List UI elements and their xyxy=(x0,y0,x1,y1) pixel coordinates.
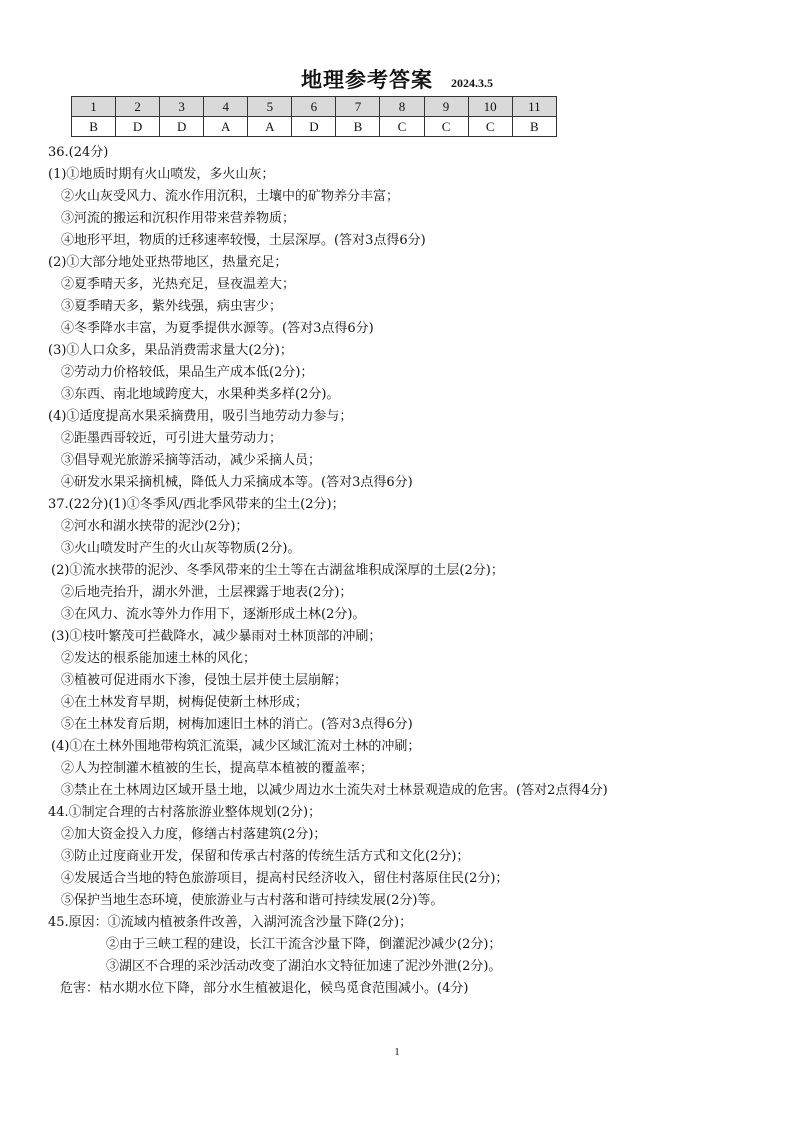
question-number-cell: 4 xyxy=(204,97,248,117)
title-block xyxy=(0,64,794,94)
answer-line: (3)①枝叶繁茂可拦截降水，减少暴雨对土林顶部的冲刷； xyxy=(51,629,382,644)
answer-line: ③河流的搬运和沉积作用带来营养物质； xyxy=(61,211,296,226)
answer-line: ②由于三峡工程的建设，长江干流含沙量下降，倒灌泥沙减少(2分)； xyxy=(106,937,502,952)
question-number-cell: 7 xyxy=(336,97,380,117)
answer-line: (3)①人口众多，果品消费需求量大(2分)； xyxy=(48,343,293,358)
question-number-cell: 3 xyxy=(160,97,204,117)
answer-line: ③防止过度商业开发，保留和传承古村落的传统生活方式和文化(2分)； xyxy=(61,849,470,864)
answer-line: ④发展适合当地的特色旅游项目，提高村民经济收入，留住村落原住民(2分)； xyxy=(61,871,509,886)
question-number-cell: 1 xyxy=(72,97,116,117)
answer-cell: B xyxy=(336,117,380,137)
question-number-cell: 11 xyxy=(512,97,556,117)
page-title: 地理参考答案 xyxy=(301,68,433,92)
answer-line: ②夏季晴天多，光热充足，昼夜温差大； xyxy=(61,277,296,292)
answer-line: ④冬季降水丰富，为夏季提供水源等。(答对3点得6分) xyxy=(61,321,374,336)
question-number-cell: 8 xyxy=(380,97,424,117)
answer-cell: C xyxy=(468,117,512,137)
answer-line: ②火山灰受风力、流水作用沉积，土壤中的矿物养分丰富； xyxy=(61,189,400,204)
answer-cell: B xyxy=(512,117,556,137)
answer-table-answer-row xyxy=(72,117,557,137)
answer-table xyxy=(71,96,557,137)
answer-cell: D xyxy=(292,117,336,137)
answer-line: ③夏季晴天多，紫外线强，病虫害少； xyxy=(61,299,283,314)
question-number-cell: 2 xyxy=(116,97,160,117)
section-heading: 44.①制定合理的古村落旅游业整体规划(2分)； xyxy=(48,805,322,820)
question-number-cell: 9 xyxy=(424,97,468,117)
answer-table-header-row xyxy=(72,97,557,117)
answer-line: (2)①流水挟带的泥沙、冬季风带来的尘土等在古湖盆堆积成深厚的土层(2分)； xyxy=(51,563,504,578)
answer-line: ②河水和湖水挟带的泥沙(2分)； xyxy=(61,519,249,534)
answer-cell: A xyxy=(248,117,292,137)
question-number-cell: 10 xyxy=(468,97,512,117)
answer-line: ④研发水果采摘机械，降低人力采摘成本等。(答对3点得6分) xyxy=(61,475,413,490)
answer-line: ②距墨西哥较近，可引进大量劳动力； xyxy=(61,431,283,446)
answer-line: ③湖区不合理的采沙活动改变了湖泊水文特征加速了泥沙外泄(2分)。 xyxy=(106,959,502,974)
answer-line: ②加大资金投入力度，修缮古村落建筑(2分)； xyxy=(61,827,327,842)
answer-line: ②劳动力价格较低，果品生产成本低(2分)； xyxy=(61,365,314,380)
answer-cell: D xyxy=(116,117,160,137)
answer-line: ④地形平坦，物质的迁移速率较慢，土层深厚。(答对3点得6分) xyxy=(61,233,426,248)
answer-line: ③东西、南北地域跨度大，水果种类多样(2分)。 xyxy=(61,387,340,402)
answer-line: (2)①大部分地处亚热带地区，热量充足； xyxy=(48,255,288,270)
answer-content xyxy=(48,142,768,1000)
answer-cell: C xyxy=(424,117,468,137)
answer-line: 危害：枯水期水位下降，部分水生植被退化，候鸟觅食范围减小。(4分) xyxy=(60,981,469,996)
answer-line: (1)①地质时期有火山喷发，多火山灰； xyxy=(48,167,275,182)
answer-line: ③火山喷发时产生的火山灰等物质(2分)。 xyxy=(61,541,301,556)
answer-line: (4)①在土林外围地带构筑汇流渠，减少区域汇流对土林的冲刷； xyxy=(51,739,421,754)
date-label: 2024.3.5 xyxy=(451,76,493,90)
page-number: 1 xyxy=(394,1046,400,1058)
answer-line: ④在土林发育早期，树梅促使新土林形成； xyxy=(61,695,309,710)
section-heading: 36.(24分) xyxy=(48,145,109,160)
answer-cell: B xyxy=(72,117,116,137)
answer-line: ③倡导观光旅游采摘等活动，减少采摘人员； xyxy=(61,453,322,468)
answer-line: ⑤在土林发育后期，树梅加速旧土林的消亡。(答对3点得6分) xyxy=(61,717,413,732)
answer-line: ⑤保护当地生态环境，使旅游业与古村落和谐可持续发展(2分)等。 xyxy=(61,893,444,908)
answer-cell: D xyxy=(160,117,204,137)
question-number-cell: 5 xyxy=(248,97,292,117)
answer-line: ③植被可促进雨水下渗，侵蚀土层并使土层崩解； xyxy=(61,673,348,688)
answer-line: ②后地壳抬升，湖水外泄，土层裸露于地表(2分)； xyxy=(61,585,353,600)
answer-line: (4)①适度提高水果采摘费用，吸引当地劳动力参与； xyxy=(48,409,353,424)
answer-line: ②人为控制灌木植被的生长，提高草本植被的覆盖率； xyxy=(61,761,374,776)
answer-cell: C xyxy=(380,117,424,137)
question-number-cell: 6 xyxy=(292,97,336,117)
answer-cell: A xyxy=(204,117,248,137)
answer-line: ②发达的根系能加速土林的风化； xyxy=(61,651,257,666)
section-heading: 37.(22分)(1)①冬季风/西北季风带来的尘土(2分)； xyxy=(48,497,345,512)
section-heading: 45.原因：①流域内植被条件改善，入湖河流含沙量下降(2分)； xyxy=(48,915,413,930)
answer-line: ③禁止在土林周边区域开垦土地，以减少周边水土流失对土林景观造成的危害。(答对2点得4分) xyxy=(61,783,608,798)
answer-line: ③在风力、流水等外力作用下，逐渐形成土林(2分)。 xyxy=(61,607,366,622)
